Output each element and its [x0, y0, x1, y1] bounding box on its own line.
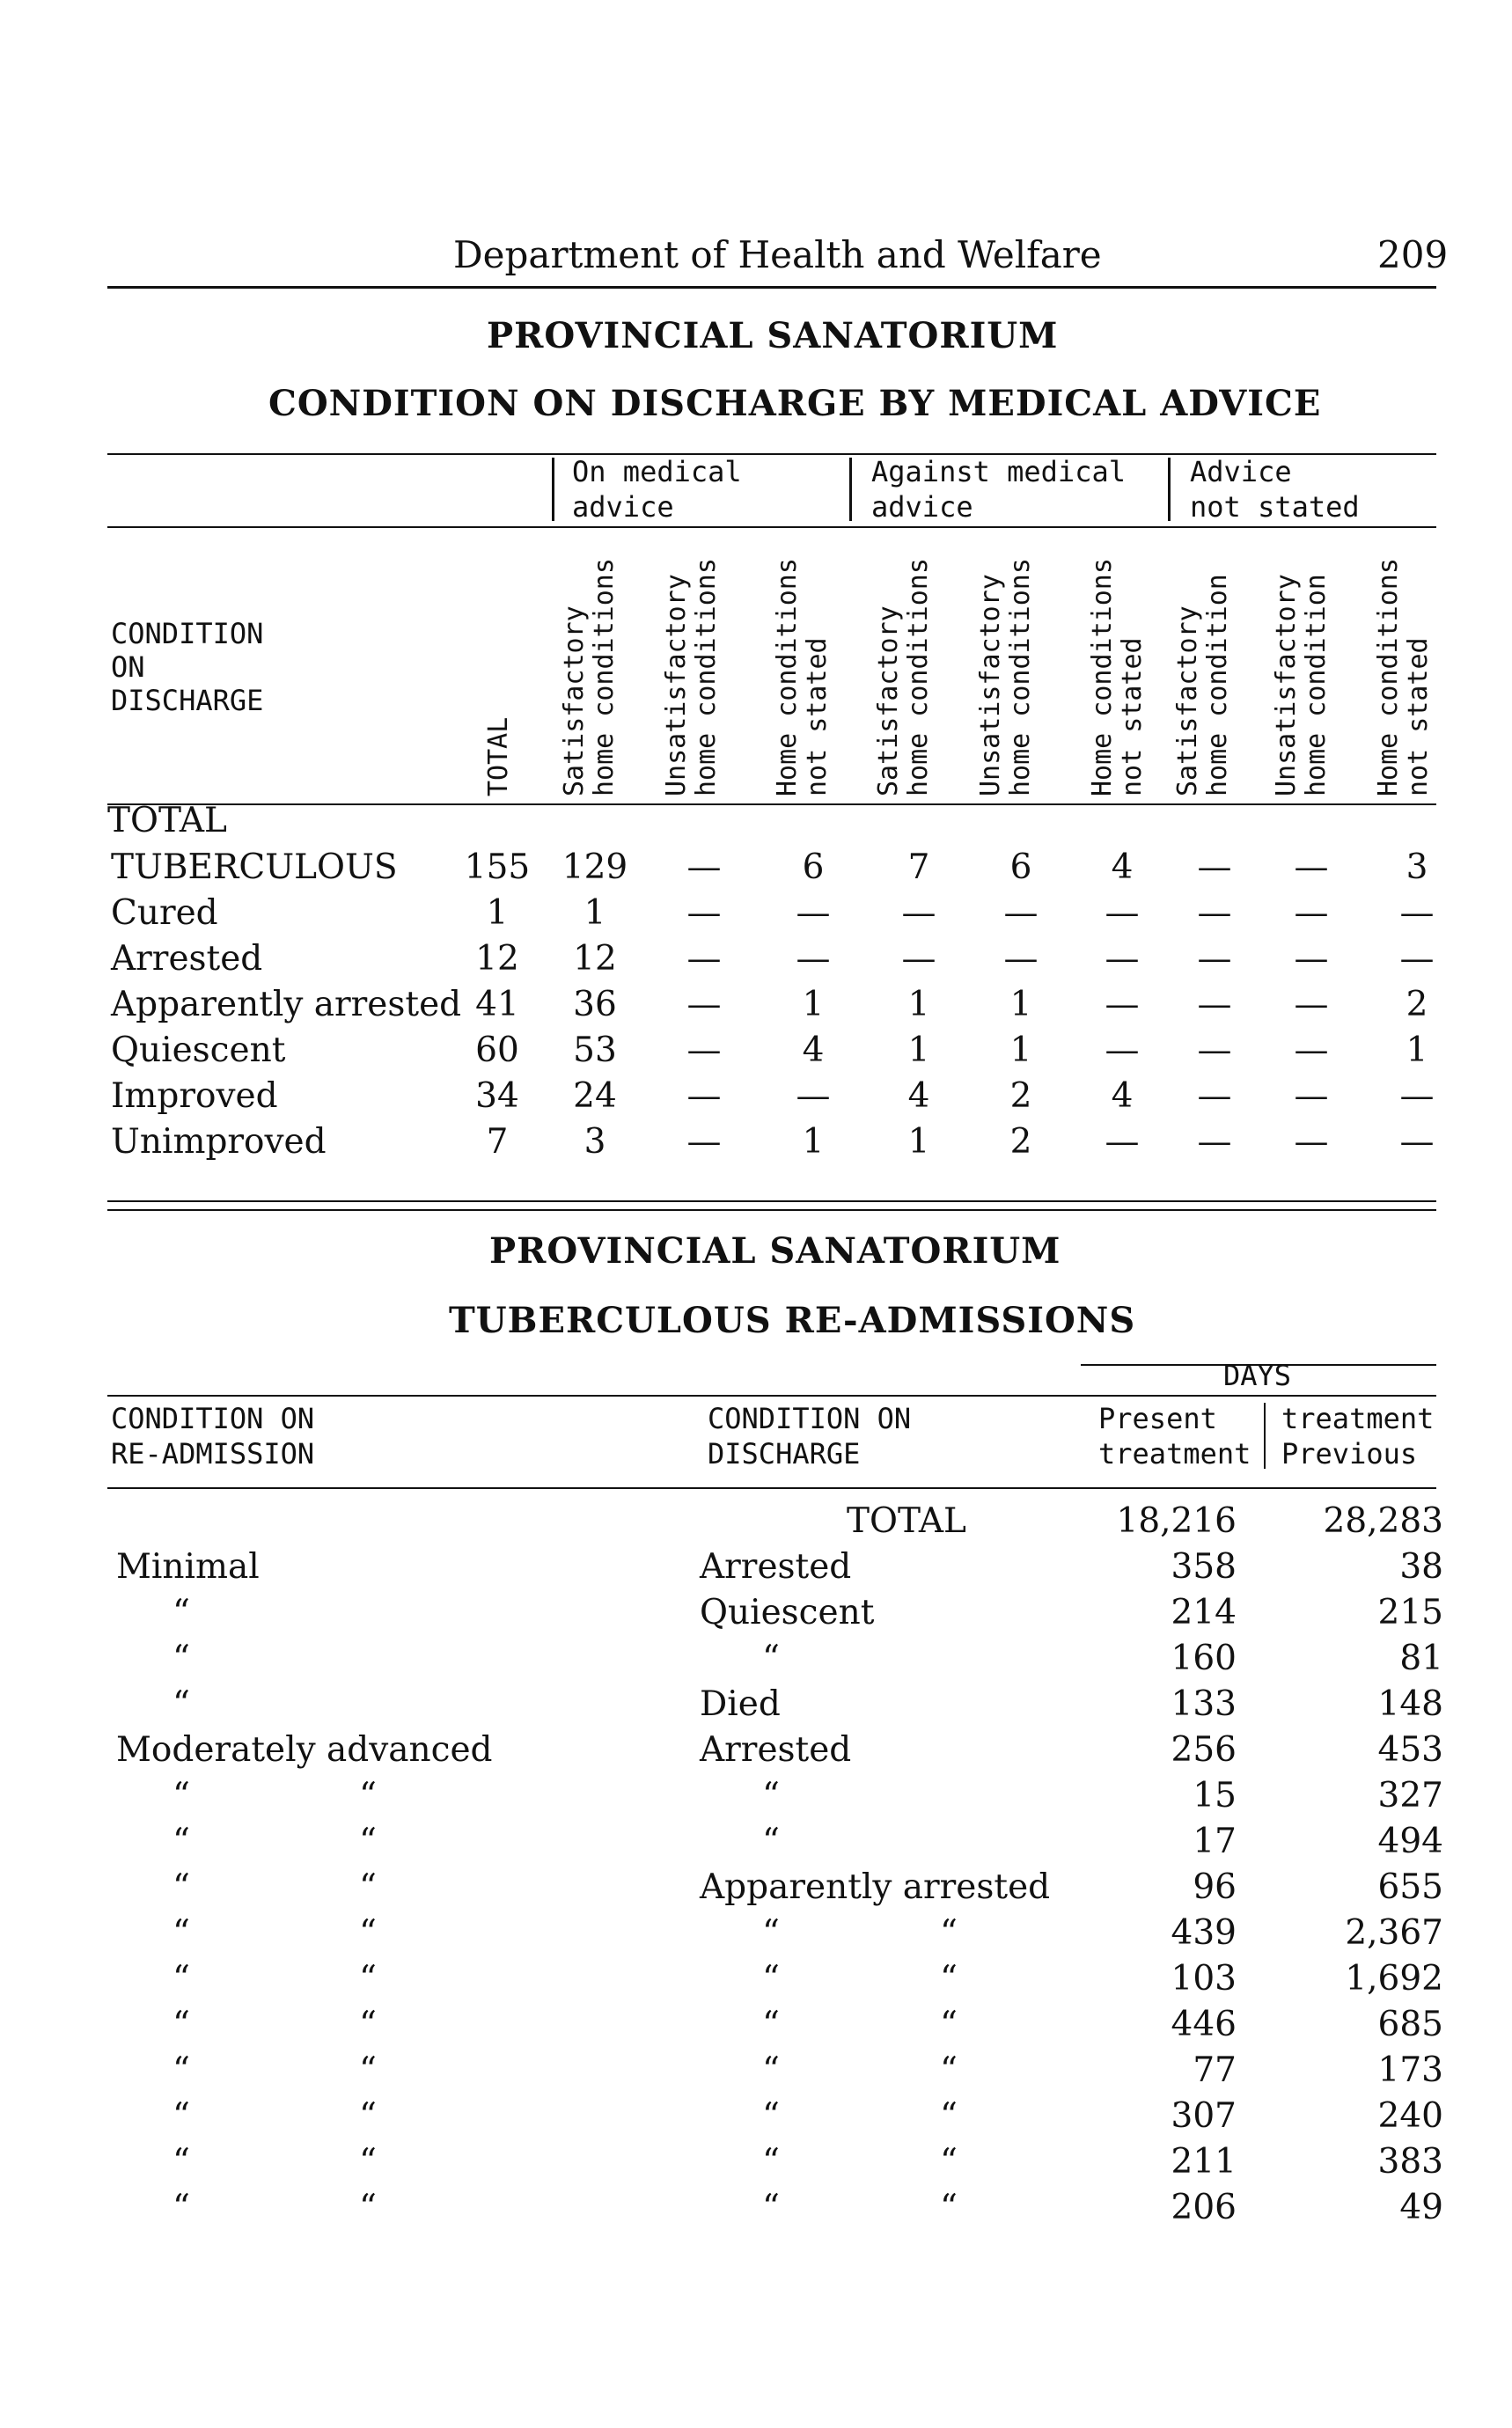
discharge-condition: “: [762, 1639, 780, 1678]
row-header-condition-on-discharge: CONDITION ON DISCHARGE: [111, 617, 264, 717]
col-head-previous-treatment: treatment Previous: [1281, 1402, 1435, 1471]
table-cell: —: [901, 939, 936, 979]
table-cell: 36: [573, 985, 617, 1024]
table-cell: —: [1294, 893, 1329, 933]
col-head-on-satisfactory: Satisfactory home conditions: [559, 558, 620, 796]
table2-top-rule: [107, 1395, 1436, 1397]
table-separator-rule-1: [107, 1200, 1436, 1202]
readmission-condition: “: [172, 2005, 190, 2044]
readmission-condition: “: [172, 1639, 190, 1678]
table1-header-mid-rule: [107, 526, 1436, 528]
readmission-ditto: “: [359, 2188, 377, 2227]
table-cell: 6: [802, 847, 825, 887]
present-treatment-days: 206: [1171, 2188, 1237, 2227]
discharge-ditto: “: [940, 1959, 958, 1999]
table2-total-label: TOTAL: [847, 1501, 966, 1541]
readmission-ditto: “: [359, 2096, 377, 2136]
readmission-ditto: “: [359, 2005, 377, 2044]
table-cell: 53: [573, 1031, 617, 1070]
table-cell: 4: [1111, 1076, 1134, 1116]
table-cell: 24: [573, 1076, 617, 1116]
table-cell: 2: [1009, 1122, 1032, 1162]
table-cell: 3: [1406, 847, 1428, 887]
days-column-separator: [1264, 1403, 1266, 1469]
total-cell: 155: [464, 847, 531, 887]
col-head-nostate-unsatisfactory: Unsatisfactory home condition: [1271, 574, 1332, 796]
discharge-condition: Arrested: [700, 1547, 852, 1587]
table-cell: 1: [802, 1122, 825, 1162]
previous-treatment-days: 1,692: [1345, 1959, 1443, 1999]
table-cell: —: [1399, 1122, 1435, 1162]
page-number: 209: [1377, 233, 1449, 276]
col-head-discharge: CONDITION ON DISCHARGE: [708, 1402, 912, 1471]
table-cell: —: [686, 1031, 722, 1070]
table-cell: 6: [1009, 847, 1032, 887]
total-cell: 34: [475, 1076, 519, 1116]
row-label: TUBERCULOUS: [111, 847, 398, 887]
readmission-condition: “: [172, 2188, 190, 2227]
present-treatment-days: 307: [1171, 2096, 1237, 2136]
present-treatment-days: 439: [1171, 1913, 1237, 1953]
readmission-condition: Minimal: [116, 1547, 260, 1587]
readmission-ditto: “: [359, 1776, 377, 1815]
table2-total-previous: 28,283: [1323, 1501, 1443, 1541]
group-separator: [552, 458, 554, 521]
present-treatment-days: 96: [1193, 1867, 1237, 1907]
previous-treatment-days: 2,367: [1345, 1913, 1443, 1953]
table-cell: —: [1399, 893, 1435, 933]
discharge-condition: Quiescent: [700, 1593, 875, 1632]
table-cell: 4: [802, 1031, 825, 1070]
table-cell: 1: [907, 985, 930, 1024]
table1-title-2: CONDITION ON DISCHARGE BY MEDICAL ADVICE: [268, 383, 1322, 424]
present-treatment-days: 358: [1171, 1547, 1237, 1587]
readmission-ditto: “: [359, 1959, 377, 1999]
table-cell: 2: [1009, 1076, 1032, 1116]
row-label: Quiescent: [111, 1031, 286, 1070]
table-cell: 4: [1111, 847, 1134, 887]
col-head-on-unsatisfactory: Unsatisfactory home conditions: [661, 558, 722, 796]
present-treatment-days: 211: [1171, 2142, 1237, 2182]
table-cell: —: [1294, 1076, 1329, 1116]
table-cell: 4: [907, 1076, 930, 1116]
readmission-condition: “: [172, 1867, 190, 1907]
days-label: DAYS: [1223, 1359, 1292, 1392]
table-cell: —: [1197, 1122, 1232, 1162]
discharge-ditto: “: [940, 2142, 958, 2182]
table-cell: —: [686, 1076, 722, 1116]
running-head-title: Department of Health and Welfare: [453, 233, 1102, 276]
table-cell: —: [1105, 985, 1140, 1024]
table-cell: —: [1105, 1031, 1140, 1070]
table1-title-1: PROVINCIAL SANATORIUM: [487, 315, 1059, 356]
readmission-ditto: “: [359, 1822, 377, 1861]
previous-treatment-days: 148: [1377, 1684, 1443, 1724]
discharge-condition: “: [762, 1913, 780, 1953]
previous-treatment-days: 685: [1377, 2005, 1443, 2044]
table-cell: —: [686, 985, 722, 1024]
col-head-against-unsatisfactory: Unsatisfactory home conditions: [975, 558, 1036, 796]
readmission-condition: “: [172, 1593, 190, 1632]
discharge-ditto: “: [940, 2188, 958, 2227]
table-separator-rule-2: [107, 1209, 1436, 1211]
total-cell: 1: [486, 893, 509, 933]
previous-treatment-days: 327: [1377, 1776, 1443, 1815]
readmission-condition: “: [172, 2050, 190, 2090]
header-rule: [107, 286, 1436, 289]
previous-treatment-days: 453: [1377, 1730, 1443, 1770]
previous-treatment-days: 215: [1377, 1593, 1443, 1632]
col-head-readmission: CONDITION ON RE-ADMISSION: [111, 1402, 315, 1471]
total-cell: 60: [475, 1031, 519, 1070]
table1-header-bottom-rule: [107, 803, 1436, 805]
discharge-condition: Arrested: [700, 1730, 852, 1770]
table-cell: 1: [907, 1031, 930, 1070]
row-label: Apparently arrested: [111, 985, 462, 1024]
present-treatment-days: 133: [1171, 1684, 1237, 1724]
present-treatment-days: 446: [1171, 2005, 1237, 2044]
discharge-ditto: “: [940, 1913, 958, 1953]
table-cell: 3: [584, 1122, 606, 1162]
table-cell: —: [1294, 985, 1329, 1024]
table-cell: —: [1105, 893, 1140, 933]
total-label: TOTAL: [107, 801, 227, 840]
table-cell: —: [686, 1122, 722, 1162]
table-cell: 1: [1009, 985, 1032, 1024]
table-cell: —: [1197, 893, 1232, 933]
present-treatment-days: 77: [1193, 2050, 1237, 2090]
readmission-ditto: “: [359, 2050, 377, 2090]
discharge-condition: Died: [700, 1684, 781, 1724]
discharge-condition: “: [762, 1822, 780, 1861]
previous-treatment-days: 494: [1377, 1822, 1443, 1861]
table-cell: —: [796, 893, 831, 933]
discharge-condition: “: [762, 2188, 780, 2227]
table-cell: —: [901, 893, 936, 933]
table-cell: —: [1399, 1076, 1435, 1116]
discharge-condition: “: [762, 1776, 780, 1815]
readmission-ditto: “: [359, 1867, 377, 1907]
readmission-condition: “: [172, 1959, 190, 1999]
readmission-condition: “: [172, 2096, 190, 2136]
col-head-against-satisfactory: Satisfactory home conditions: [873, 558, 934, 796]
col-head-total: TOTAL: [483, 716, 514, 796]
group-header-advice-not-stated: Advice not stated: [1190, 455, 1360, 524]
row-label: Cured: [111, 893, 218, 933]
group-header-on-medical: On medical advice: [572, 455, 742, 524]
col-head-present-treatment: Present treatment: [1098, 1402, 1251, 1471]
group-separator: [849, 458, 852, 521]
row-label: Improved: [111, 1076, 278, 1116]
table-cell: —: [686, 847, 722, 887]
present-treatment-days: 256: [1171, 1730, 1237, 1770]
discharge-condition: “: [762, 1959, 780, 1999]
discharge-condition: “: [762, 2005, 780, 2044]
table-cell: —: [1197, 939, 1232, 979]
table-cell: —: [1003, 893, 1039, 933]
table-cell: —: [686, 893, 722, 933]
discharge-condition: “: [762, 2096, 780, 2136]
col-head-against-not-stated: Home conditions not stated: [1087, 558, 1148, 796]
col-head-nostate-not-stated: Home conditions not stated: [1373, 558, 1434, 796]
table-cell: —: [1105, 939, 1140, 979]
discharge-ditto: “: [940, 2050, 958, 2090]
previous-treatment-days: 655: [1377, 1867, 1443, 1907]
table-cell: —: [1294, 939, 1329, 979]
readmission-condition: “: [172, 2142, 190, 2182]
row-label: Arrested: [111, 939, 263, 979]
table-cell: —: [796, 939, 831, 979]
readmission-ditto: “: [359, 2142, 377, 2182]
table-cell: 12: [573, 939, 617, 979]
table-cell: 1: [907, 1122, 930, 1162]
table2-title-2: TUBERCULOUS RE-ADMISSIONS: [449, 1300, 1136, 1341]
table-cell: —: [1197, 985, 1232, 1024]
table-cell: 129: [561, 847, 628, 887]
table-cell: 1: [1009, 1031, 1032, 1070]
table-cell: —: [1105, 1122, 1140, 1162]
discharge-condition: “: [762, 2142, 780, 2182]
previous-treatment-days: 49: [1399, 2188, 1443, 2227]
previous-treatment-days: 240: [1377, 2096, 1443, 2136]
table-cell: —: [1294, 1122, 1329, 1162]
total-cell: 41: [475, 985, 519, 1024]
total-cell: 7: [486, 1122, 509, 1162]
present-treatment-days: 15: [1193, 1776, 1237, 1815]
table2-title-1: PROVINCIAL SANATORIUM: [489, 1230, 1061, 1272]
readmission-condition: “: [172, 1684, 190, 1724]
present-treatment-days: 214: [1171, 1593, 1237, 1632]
table-cell: 1: [1406, 1031, 1428, 1070]
present-treatment-days: 17: [1193, 1822, 1237, 1861]
readmission-condition: “: [172, 1776, 190, 1815]
table-cell: —: [1197, 1031, 1232, 1070]
discharge-condition: Apparently arrested: [700, 1867, 1051, 1907]
table2-total-present: 18,216: [1116, 1501, 1237, 1541]
table-cell: —: [1294, 847, 1329, 887]
discharge-condition: “: [762, 2050, 780, 2090]
table-cell: 7: [907, 847, 930, 887]
table-cell: 1: [802, 985, 825, 1024]
table-cell: —: [1003, 939, 1039, 979]
readmission-ditto: “: [359, 1913, 377, 1953]
col-head-nostate-satisfactory: Satisfactory home condition: [1172, 574, 1233, 796]
group-header-against-medical: Against medical advice: [871, 455, 1126, 524]
previous-treatment-days: 81: [1399, 1639, 1443, 1678]
previous-treatment-days: 38: [1399, 1547, 1443, 1587]
present-treatment-days: 160: [1171, 1639, 1237, 1678]
table-cell: 1: [584, 893, 606, 933]
table-cell: —: [1399, 939, 1435, 979]
previous-treatment-days: 173: [1377, 2050, 1443, 2090]
total-cell: 12: [475, 939, 519, 979]
col-head-on-not-stated: Home conditions not stated: [772, 558, 833, 796]
discharge-ditto: “: [940, 2096, 958, 2136]
readmission-condition: Moderately advanced: [116, 1730, 493, 1770]
table-cell: —: [796, 1076, 831, 1116]
group-separator: [1168, 458, 1171, 521]
discharge-ditto: “: [940, 2005, 958, 2044]
table-cell: —: [686, 939, 722, 979]
row-label: Unimproved: [111, 1122, 327, 1162]
readmission-condition: “: [172, 1822, 190, 1861]
present-treatment-days: 103: [1171, 1959, 1237, 1999]
table-cell: —: [1294, 1031, 1329, 1070]
table-cell: 2: [1406, 985, 1428, 1024]
table-cell: —: [1197, 1076, 1232, 1116]
table2-header-bottom-rule: [107, 1487, 1436, 1489]
readmission-condition: “: [172, 1913, 190, 1953]
table-cell: —: [1197, 847, 1232, 887]
previous-treatment-days: 383: [1377, 2142, 1443, 2182]
